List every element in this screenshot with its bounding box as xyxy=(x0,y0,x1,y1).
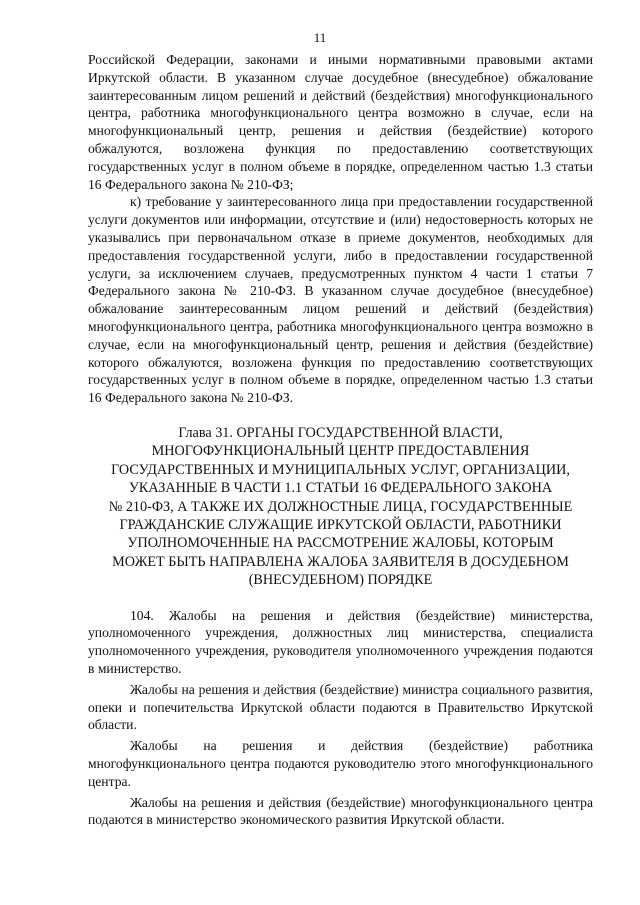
paragraph-item-k: к) требование у заинтересованного лица при предоставлении государственной услуги документов или информации, отсутствие и (или) недостоверность которых не указывались при первоначальном отказе в приеме документов, необходимых для предоставления государственной услуги, либо в предоставлении государственной услуги, за исключением случаев, предусмотренных пунктом 4 части 1 статьи 7 Федерального закона № 210-ФЗ. В указанном случае досудебное (внесудебное) обжалование заинтересованным лицом решений и действий (бездействия) многофункционального центра, работника многофункционального центра возможно в случае, если на многофункциональный центр, решения и действия (бездействие) которого обжалуются, возложена функция по предоставлению соответствующих государственных услуг в полном объеме в порядке, определенном частью 1.3 статьи 16 Федерального закона № 210-ФЗ. xyxy=(88,194,593,406)
chapter-heading xyxy=(88,424,593,590)
paragraph-complaints-mfc: Жалобы на решения и действия (бездействие) многофункционального центра подаются в министерство экономического развития Иркутской области. xyxy=(88,794,593,828)
chapter-heading-line: ГОСУДАРСТВЕННЫХ И МУНИЦИПАЛЬНЫХ УСЛУГ, ОРГАНИЗАЦИИ, xyxy=(111,461,570,478)
paragraph-continuation: Российской Федерации, законами и иными нормативными правовыми актами Иркутской области. В указанном случае досудебное (внесудебное) обжалование заинтересованным лицом решений и действий (бездействия) многофункционального центра, работника многофункционального центра возможно в случае, если на многофункциональный центр, решения и действия (бездействие) которого обжалуются, возложена функция по предоставлению соответствующих государственных услуг в полном объеме в порядке, определенном частью 1.3 статьи 16 Федерального закона № 210-ФЗ; xyxy=(88,52,593,192)
chapter-heading-line: УКАЗАННЫЕ В ЧАСТИ 1.1 СТАТЬИ 16 ФЕДЕРАЛЬНОГО ЗАКОНА xyxy=(128,480,553,497)
chapter-heading-line: МОЖЕТ БЫТЬ НАПРАВЛЕНА ЖАЛОБА ЗАЯВИТЕЛЯ В ДОСУДЕБНОМ xyxy=(112,553,569,570)
paragraph-complaints-minister: Жалобы на решения и действия (бездействие) министра социального развития, опеки и попечительства Иркутской области подаются в Правительство Иркутской области. xyxy=(88,681,593,733)
chapter-heading-line: УПОЛНОМОЧЕННЫЕ НА РАССМОТРЕНИЕ ЖАЛОБЫ, КОТОРЫМ xyxy=(127,535,554,552)
paragraph-complaints-mfc-worker: Жалобы на решения и действия (бездействие) работника многофункционального центра подаются руководителю этого многофункционального центра. xyxy=(88,738,593,789)
chapter-heading-line: МНОГОФУНКЦИОНАЛЬНЫЙ ЦЕНТР ПРЕДОСТАВЛЕНИЯ xyxy=(151,443,530,460)
chapter-heading-line: № 210-ФЗ, А ТАКЖЕ ИХ ДОЛЖНОСТНЫЕ ЛИЦА, ГОСУДАРСТВЕННЫЕ xyxy=(108,498,573,515)
paragraph-104: 104. Жалобы на решения и действия (бездействие) министерства, уполномоченного учреждения, должностных лиц министерства, специалиста уполномоченного учреждения, руководителя уполномоченного учреждения подаются в министерство. xyxy=(88,607,593,676)
chapter-heading-line: ГРАЖДАНСКИЕ СЛУЖАЩИЕ ИРКУТСКОЙ ОБЛАСТИ, РАБОТНИКИ xyxy=(119,516,562,533)
chapter-heading-line: Глава 31. ОРГАНЫ ГОСУДАРСТВЕННОЙ ВЛАСТИ, xyxy=(178,424,503,441)
document-body xyxy=(88,51,593,829)
chapter-heading-line: (ВНЕСУДЕБНОМ) ПОРЯДКЕ xyxy=(248,572,433,589)
page-number: 11 xyxy=(313,30,327,45)
